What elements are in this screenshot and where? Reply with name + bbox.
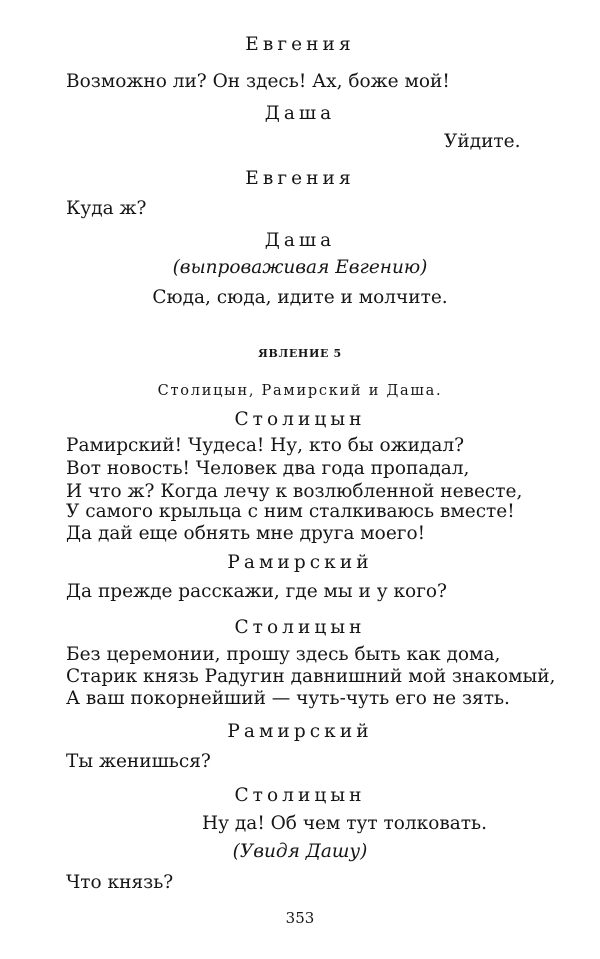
speaker-name: Евгения bbox=[245, 34, 355, 55]
verse-line: Куда ж? bbox=[66, 198, 147, 219]
speaker-name: Столицын bbox=[234, 409, 366, 430]
verse-line: Без церемонии, прошу здесь быть как дома, bbox=[66, 644, 501, 665]
speaker-name: Рамирский bbox=[227, 552, 373, 573]
verse-line: Уйдите. bbox=[444, 131, 521, 152]
verse-line: Возможно ли? Он здесь! Ах, боже мой! bbox=[66, 71, 450, 92]
verse-line: Ты женишься? bbox=[66, 751, 211, 772]
speaker-name: Даша bbox=[264, 103, 336, 124]
speaker-name: Евгения bbox=[245, 168, 355, 189]
verse-line: Вот новость! Человек два года пропадал, bbox=[66, 458, 470, 479]
verse-line: Да прежде расскажи, где мы и у кого? bbox=[66, 581, 447, 602]
stage-direction: (Увидя Дашу) bbox=[232, 841, 368, 862]
speaker-name: Столицын bbox=[234, 785, 366, 806]
cast-list: Столицын, Рамирский и Даша. bbox=[157, 383, 443, 399]
scene-heading: ЯВЛЕНИЕ 5 bbox=[258, 347, 342, 360]
page-number: 353 bbox=[285, 909, 315, 927]
verse-line: А ваш покорнейший — чуть-чуть его не зять. bbox=[66, 688, 510, 709]
verse-line: Ну да! Об чем тут толковать. bbox=[202, 813, 487, 834]
speaker-name: Даша bbox=[264, 230, 336, 251]
stage-direction: (выпроваживая Евгению) bbox=[172, 257, 428, 278]
speaker-name: Рамирский bbox=[227, 721, 373, 742]
verse-line: И что ж? Когда лечу к возлюбленной невесте, bbox=[66, 481, 523, 502]
verse-line: Старик князь Радугин давнишний мой знакомый, bbox=[66, 666, 556, 687]
verse-line: Что князь? bbox=[66, 872, 174, 893]
verse-line: У самого крыльца с ним сталкиваюсь вместе! bbox=[66, 501, 515, 522]
verse-line: Рамирский! Чудеса! Ну, кто бы ожидал? bbox=[66, 435, 465, 456]
verse-line: Сюда, сюда, идите и молчите. bbox=[152, 287, 448, 308]
speaker-name: Столицын bbox=[234, 617, 366, 638]
verse-line: Да дай еще обнять мне друга моего! bbox=[66, 523, 426, 544]
